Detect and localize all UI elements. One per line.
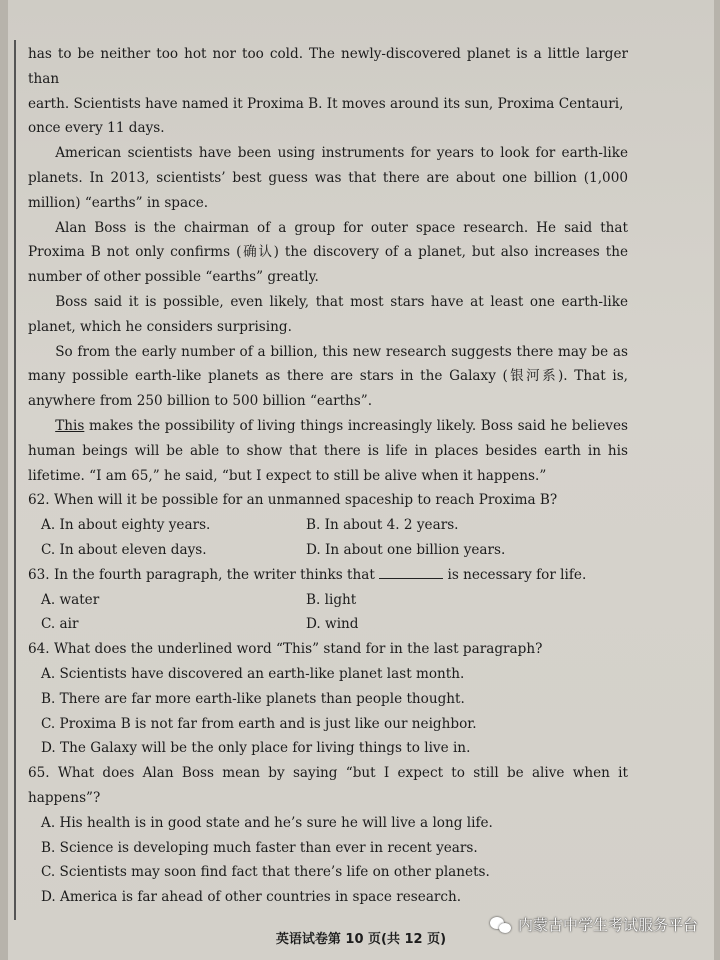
passage-line: once every 11 days. <box>28 120 165 137</box>
exam-page <box>8 0 714 960</box>
passage-line: earth. Scientists have named it Proxima B. It moves around its sun, Proxima Centauri, <box>28 95 624 112</box>
underlined-word: This <box>55 417 85 434</box>
watermark-text: 内蒙古中学生考试服务平台 <box>517 916 698 934</box>
option-d: D. In about one billion years. <box>306 541 506 558</box>
page-footer: 英语试卷第 10 页(共 12 页) <box>275 932 447 947</box>
option-c: C. Scientists may soon find fact that there’s life on other planets. <box>41 864 490 881</box>
option-d: D. America is far ahead of other countries in space research. <box>41 889 462 906</box>
option-b: B. Science is developing much faster than ever in recent years. <box>41 839 478 856</box>
option-b: B. There are far more earth-like planets than people thought. <box>41 690 465 707</box>
option-a: A. water <box>41 591 100 608</box>
passage-line: has to be neither too hot nor too cold. The newly-discovered planet is a little larger than <box>28 46 628 87</box>
option-a: A. Scientists have discovered an earth-like planet last month. <box>41 665 465 682</box>
passage-paragraph-2: American scientists have been using instruments for years to look for earth-like planets. In 2013, scientists’ best guess was that there are about one billion (1,000 million) “earths” in space. <box>28 145 628 211</box>
option-a: A. In about eighty years. <box>41 517 211 534</box>
wechat-icon <box>490 916 512 934</box>
question-62-stem: 62. When will it be possible for an unmanned spaceship to reach Proxima B? <box>28 492 558 509</box>
passage-paragraph-4: Boss said it is possible, even likely, that most stars have at least one earth-like planet, which he considers surprising. <box>28 293 628 335</box>
option-b: B. light <box>306 591 357 608</box>
option-a: A. His health is in good state and he’s sure he will live a long life. <box>41 814 493 831</box>
passage-paragraph-6 <box>28 414 628 488</box>
option-d: D. The Galaxy will be the only place for living things to live in. <box>41 740 471 757</box>
paragraph-text: makes the possibility of living things increasingly likely. Boss said he believes human beings will be able to show that there is life in places besides earth in his lifetime. “I am 65,” he said, “but I expect to still be alive when it happens.” <box>28 417 628 484</box>
passage-paragraph-3: Alan Boss is the chairman of a group for outer space research. He said that Proxima B not only confirms (确认) the discovery of a planet, but also increases the number of other possible “earths” greatly. <box>28 219 628 286</box>
question-63-stem <box>28 563 628 588</box>
option-c: C. air <box>41 616 79 633</box>
question-64-stem: 64. What does the underlined word “This” stand for in the last paragraph? <box>28 641 543 658</box>
option-d: D. wind <box>306 616 359 633</box>
passage-paragraph-5: So from the early number of a billion, this new research suggests there may be as many possible earth-like planets as there are stars in the Galaxy (银河系). That is, anywhere from 250 billion to 500 billion “earths”. <box>28 343 628 410</box>
question-65-stem: 65. What does Alan Boss mean by saying “but I expect to still be alive when it happens”? <box>28 765 628 806</box>
question-63-options <box>28 588 628 638</box>
watermark <box>490 914 698 935</box>
reading-content <box>28 42 628 910</box>
option-c: C. In about eleven days. <box>41 541 207 558</box>
stem-text: 63. In the fourth paragraph, the writer thinks that <box>28 566 380 583</box>
stem-text: is necessary for life. <box>443 566 587 583</box>
option-b: B. In about 4. 2 years. <box>306 517 459 534</box>
margin-rule <box>14 40 16 920</box>
answer-blank <box>379 564 443 579</box>
question-62-options <box>28 513 628 563</box>
option-c: C. Proxima B is not far from earth and is just like our neighbor. <box>41 715 477 732</box>
